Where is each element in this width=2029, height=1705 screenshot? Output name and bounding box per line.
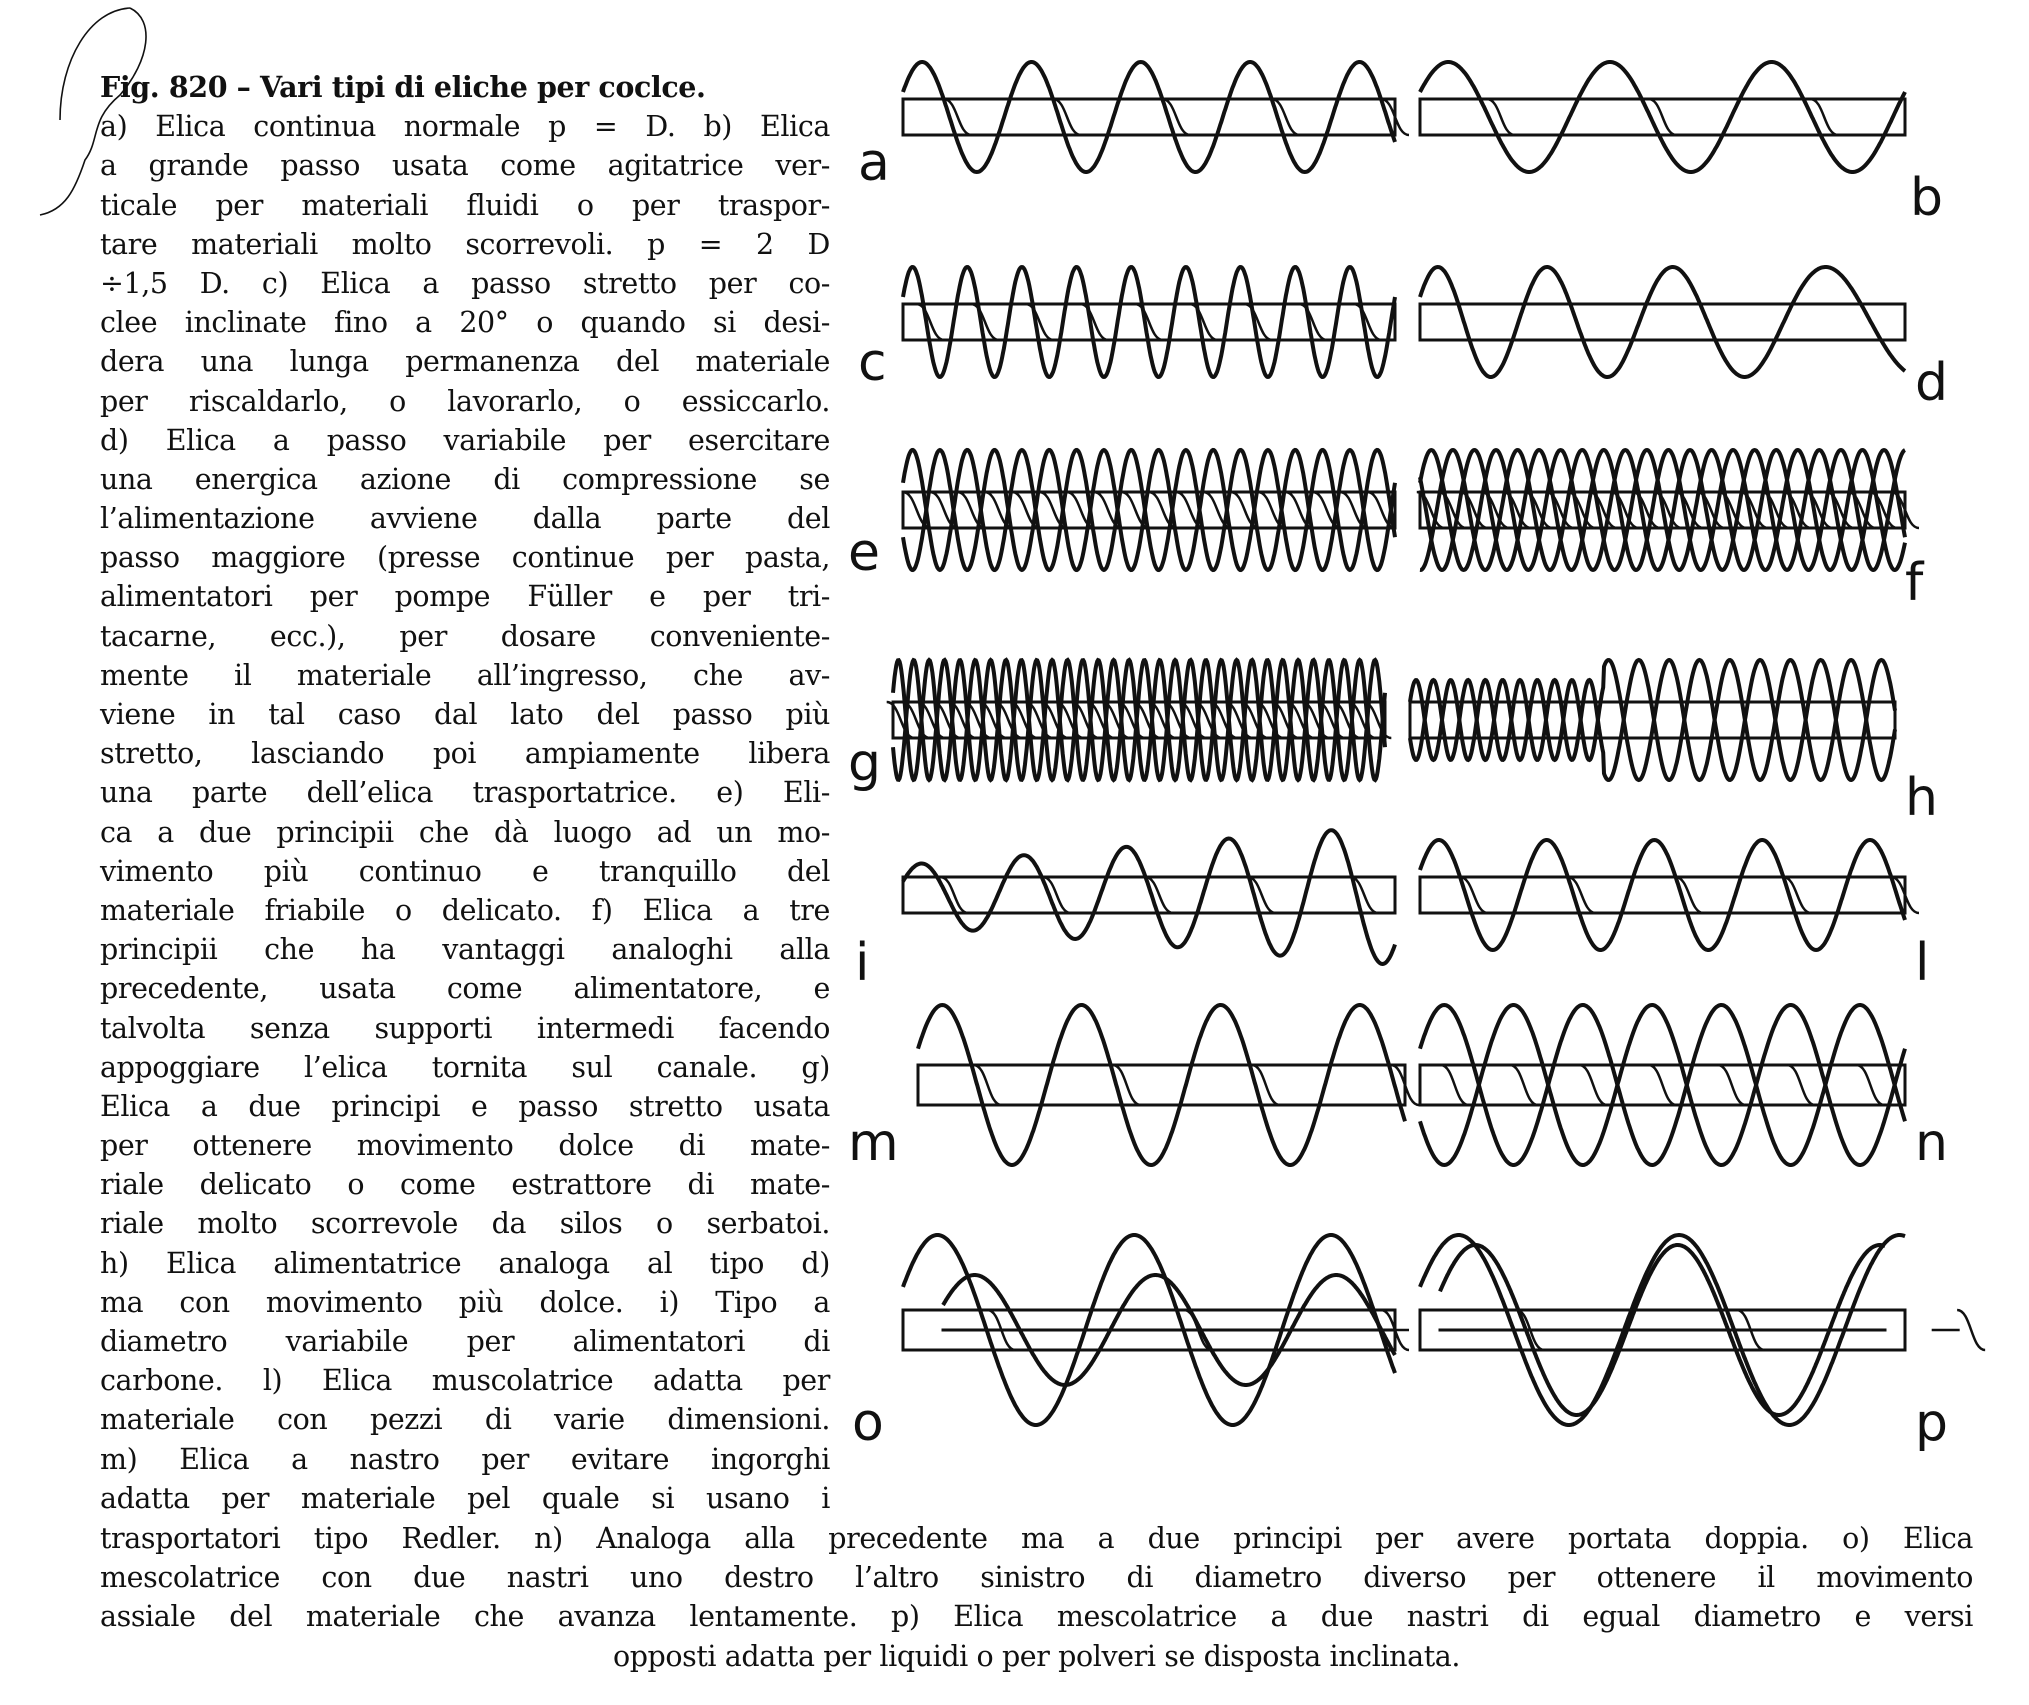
figure-label-i: i: [855, 933, 870, 993]
figure-label-m: m: [848, 1113, 899, 1173]
helix-d-variable-pitch: [1420, 267, 1905, 377]
figure-label-a: a: [858, 133, 890, 193]
caption-line: ticale per materiali fluidi o per traspor-: [100, 188, 830, 222]
caption-line: una parte dell’elica trasportatrice. e) Eli-: [100, 776, 830, 810]
caption-line: talvolta senza supporti intermedi facendo: [100, 1011, 830, 1045]
caption-continuation: [100, 1519, 1973, 1676]
helix-n-double-ribbon: [1420, 1005, 1905, 1165]
caption-line: una energica azione di compressione se: [100, 462, 830, 496]
caption-line: mente il materiale all’ingresso, che av-: [100, 658, 830, 692]
figure-label-g: g: [848, 733, 882, 793]
caption-line: trasportatori tipo Redler. n) Analoga alla precedente ma a due principi per avere portata doppia. o) Elica: [100, 1522, 1973, 1555]
helix-a-normal-pitch: [903, 62, 1409, 172]
screw-helix-figure: [848, 40, 2000, 1470]
caption-line: per riscaldarlo, o lavorarlo, o essiccarlo.: [100, 384, 830, 418]
caption-line: carbone. l) Elica muscolatrice adatta per: [100, 1364, 830, 1398]
caption-line: d) Elica a passo variabile per esercitare: [100, 423, 830, 457]
caption-line: precedente, usata come alimentatore, e: [100, 972, 830, 1006]
caption-line: alimentatori per pompe Füller e per tri-: [100, 580, 830, 614]
caption-line: vimento più continuo e tranquillo del: [100, 854, 830, 888]
caption-line: viene in tal caso dal lato del passo più: [100, 698, 830, 731]
caption-line: clee inclinate fino a 20° o quando si desi-: [100, 306, 830, 340]
helix-i-variable-diameter: [903, 830, 1395, 964]
caption-line: a) Elica continua normale p = D. b) Elica: [100, 110, 830, 144]
figure-label-l: l: [1915, 933, 1930, 993]
caption-line: passo maggiore (presse continue per pasta,: [100, 541, 830, 575]
helix-m-ribbon: [918, 1005, 1419, 1165]
caption-line: ca a due principii che dà luogo ad un mo-: [100, 815, 830, 849]
caption-line: l’alimentazione avviene dalla parte del: [100, 502, 830, 536]
helix-g-double-narrow: [887, 660, 1392, 780]
helix-h-feeder: [1410, 660, 1895, 780]
caption-line: m) Elica a nastro per evitare ingorghi: [100, 1442, 830, 1476]
figure-label-b: b: [1910, 168, 1944, 228]
figure-label-n: n: [1915, 1113, 1948, 1173]
figure-label-f: f: [1905, 553, 1924, 613]
caption-line: opposti adatta per liquidi o per polveri se disposta inclinata.: [612, 1639, 1461, 1673]
caption-column: [100, 68, 830, 1518]
helix-diagram-canvas: [848, 40, 2000, 1470]
caption-line: Elica a due principi e passo stretto usata: [100, 1089, 830, 1123]
caption-line: riale delicato o come estrattore di mate-: [100, 1168, 830, 1202]
caption-line: adatta per materiale pel quale si usano i: [100, 1481, 830, 1515]
figure-label-h: h: [1905, 768, 1938, 828]
helix-b-large-pitch: [1420, 62, 1905, 172]
caption-line: a grande passo usata come agitatrice ver-: [100, 149, 830, 183]
caption-line: mescolatrice con due nastri uno destro l’altro sinistro di diametro diverso per ottenere il movimento: [100, 1561, 1973, 1595]
caption-line: appoggiare l’elica tornita sul canale. g): [100, 1050, 830, 1084]
helix-l-kneading: [1420, 840, 1919, 950]
helix-c-narrow-pitch: [903, 267, 1395, 377]
caption-line: principii che ha vantaggi analoghi alla: [100, 933, 830, 967]
caption-line: diametro variabile per alimentatori di: [100, 1325, 830, 1358]
caption-line: tacarne, ecc.), per dosare conveniente-: [100, 619, 830, 653]
helix-p-mixer: [1420, 1235, 1985, 1425]
caption-line: tare materiali molto scorrevoli. p = 2 D: [100, 227, 830, 261]
caption-line: materiale con pezzi di varie dimensioni.: [100, 1403, 830, 1437]
caption-line: dera una lunga permanenza del materiale: [100, 345, 830, 379]
caption-line: ma con movimento più dolce. i) Tipo a: [100, 1285, 830, 1319]
figure-title: Fig. 820 – Vari tipi di eliche per coclce.: [100, 70, 706, 104]
caption-line: materiale friabile o delicato. f) Elica a tre: [100, 893, 830, 927]
caption-line: assiale del materiale che avanza lentamente. p) Elica mescolatrice a due nastri di egual diametro e versi: [100, 1600, 1973, 1634]
helix-f-triple-start: [1417, 450, 1919, 570]
helix-e-double-start: [903, 450, 1396, 570]
helix-o-mixer: [903, 1235, 1409, 1425]
figure-label-p: p: [1915, 1393, 1949, 1453]
caption-line: stretto, lasciando poi ampiamente libera: [100, 737, 830, 771]
caption-line: per ottenere movimento dolce di mate-: [100, 1129, 830, 1163]
figure-label-c: c: [858, 333, 887, 393]
caption-line: riale molto scorrevole da silos o serbatoi.: [100, 1207, 830, 1241]
caption-line: h) Elica alimentatrice analoga al tipo d): [100, 1246, 830, 1280]
figure-label-d: d: [1915, 353, 1949, 413]
figure-label-e: e: [848, 523, 880, 583]
figure-label-o: o: [852, 1393, 884, 1453]
caption-line: ÷1,5 D. c) Elica a passo stretto per co-: [100, 266, 830, 300]
